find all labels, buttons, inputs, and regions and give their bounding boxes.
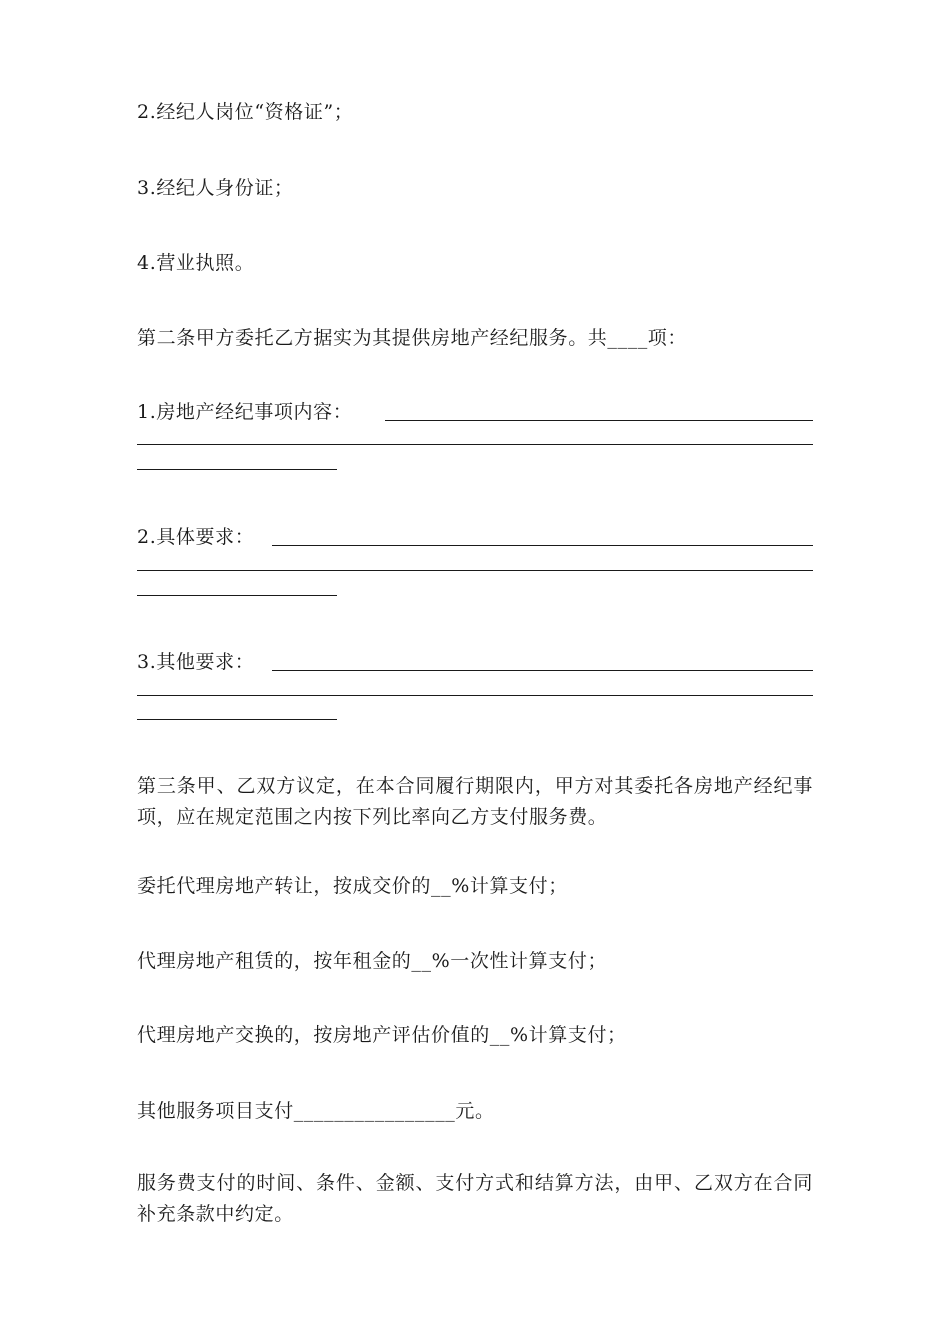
fee-exchange: 代理房地产交换的，按房地产评估价值的__%计算支付； bbox=[137, 1024, 627, 1046]
fee-other-services: 其他服务项目支付________________元。 bbox=[137, 1100, 495, 1122]
requirement-3-blank-line-2 bbox=[137, 695, 813, 696]
requirement-1-blank-line-1 bbox=[385, 420, 813, 421]
article-2-text: 第二条甲方委托乙方据实为其提供房地产经纪服务。共____项： bbox=[137, 327, 688, 349]
payment-terms-note: 服务费支付的时间、条件、金额、支付方式和结算方法，由甲、乙双方在合同补充条款中约定。 bbox=[137, 1172, 813, 1225]
requirement-2-blank-line-3 bbox=[137, 595, 337, 596]
requirement-3-blank-line-3 bbox=[137, 719, 337, 720]
item-qualification-certificate: 2.经纪人岗位“资格证”； bbox=[137, 101, 354, 123]
requirement-2-blank-line-1 bbox=[272, 545, 813, 546]
requirement-3-label: 3.其他要求： bbox=[137, 651, 255, 673]
fee-transfer: 委托代理房地产转让，按成交价的__%计算支付； bbox=[137, 875, 568, 897]
requirement-1-blank-line-2 bbox=[137, 444, 813, 445]
requirement-1-blank-line-3 bbox=[137, 469, 337, 470]
requirement-2-label: 2.具体要求： bbox=[137, 526, 255, 548]
requirement-1-label: 1.房地产经纪事项内容： bbox=[137, 401, 353, 423]
fee-lease: 代理房地产租赁的，按年租金的__%一次性计算支付； bbox=[137, 950, 608, 972]
requirement-3-blank-line-1 bbox=[272, 670, 813, 671]
requirement-2-blank-line-2 bbox=[137, 570, 813, 571]
item-business-license: 4.营业执照。 bbox=[137, 252, 255, 274]
item-agent-id-card: 3.经纪人身份证； bbox=[137, 177, 294, 199]
article-3-text: 第三条甲、乙双方议定，在本合同履行期限内，甲方对其委托各房地产经纪事项，应在规定范围之内按下列比率向乙方支付服务费。 bbox=[137, 775, 813, 828]
